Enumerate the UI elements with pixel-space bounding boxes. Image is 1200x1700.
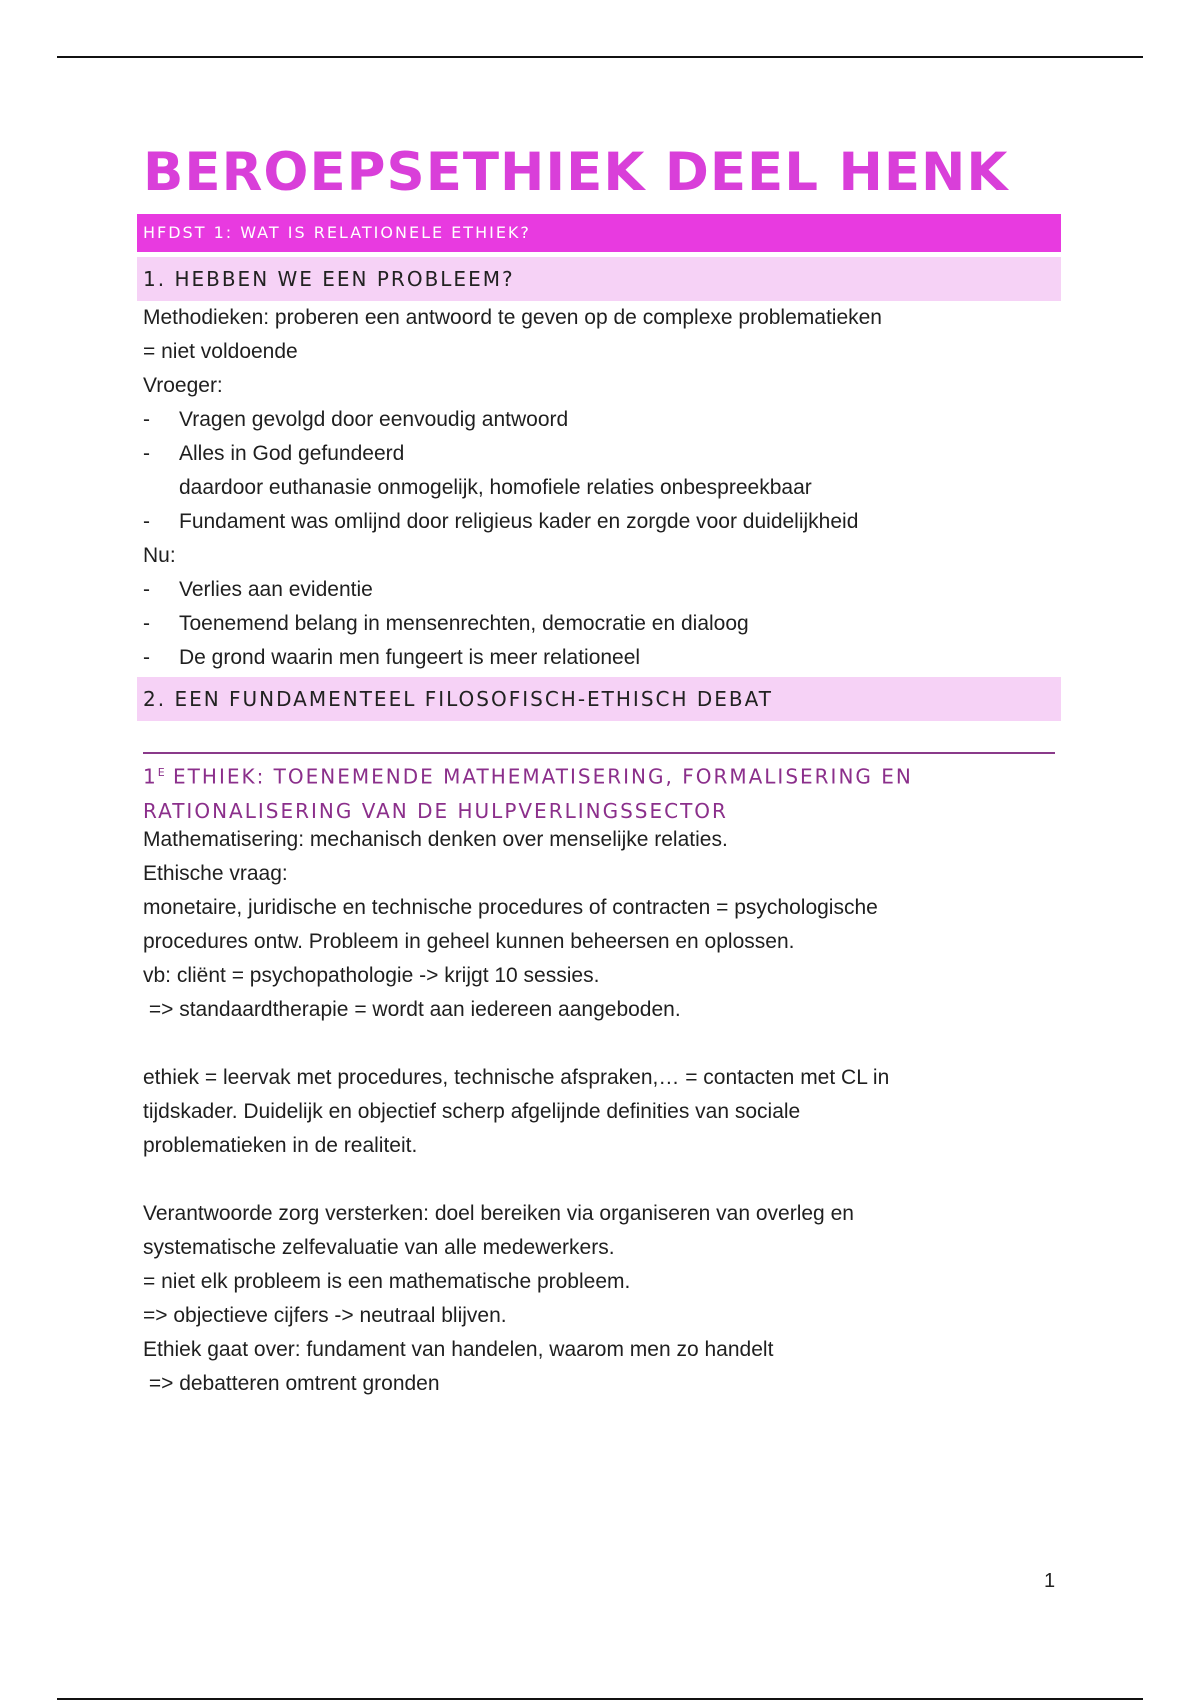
text-line: = niet voldoende (143, 340, 298, 363)
text-line: procedures ontw. Probleem in geheel kunnen beheersen en oplossen. (143, 930, 795, 953)
subsection-heading-line-1 (143, 756, 1043, 794)
bullet-text: Fundament was omlijnd door religieus kader en zorgde voor duidelijkheid (179, 510, 859, 533)
text-line: monetaire, juridische en technische procedures of contracten = psychologische (143, 896, 878, 919)
bullet-text: De grond waarin men fungeert is meer relationeel (179, 646, 641, 669)
subsection-heading (143, 756, 1043, 828)
bullet-dash: - (143, 612, 150, 635)
text-line: Vroeger: (143, 374, 223, 397)
bullet-item (143, 437, 1063, 471)
subsection-number: 1 (143, 764, 158, 789)
text-line: Methodieken: proberen een antwoord te geven op de complexe problematieken (143, 306, 882, 329)
text-line: Verantwoorde zorg versterken: doel bereiken via organiseren van overleg en (143, 1202, 854, 1225)
text-line: => objectieve cijfers -> neutraal blijven. (143, 1304, 507, 1327)
indented-line: daardoor euthanasie onmogelijk, homofiele relaties onbespreekbaar (179, 476, 812, 499)
text-line: = niet elk probleem is een mathematische probleem. (143, 1270, 631, 1293)
text-line: => debatteren omtrent gronden (143, 1372, 440, 1395)
text-line: ethiek = leervak met procedures, technische afspraken,… = contacten met CL in (143, 1066, 890, 1089)
blank-line (143, 1163, 1063, 1197)
section-2-heading: 2. EEN FUNDAMENTEEL FILOSOFISCH-ETHISCH DEBAT (137, 677, 1061, 721)
page-top-rule (57, 56, 1143, 58)
text-line: vb: cliënt = psychopathologie -> krijgt 10 sessies. (143, 964, 600, 987)
bullet-text: Verlies aan evidentie (179, 578, 373, 601)
section-1-body (143, 301, 1063, 675)
bullet-dash: - (143, 578, 150, 601)
text-line: Ethiek gaat over: fundament van handelen, waarom men zo handelt (143, 1338, 774, 1361)
text-line: Nu: (143, 544, 176, 567)
section-1-heading: 1. HEBBEN WE EEN PROBLEEM? (137, 257, 1061, 301)
chapter-heading: HFDST 1: WAT IS RELATIONELE ETHIEK? (137, 214, 1061, 252)
subsection-superscript: E (157, 766, 165, 779)
text-line: problematieken in de realiteit. (143, 1134, 418, 1157)
text-line: systematische zelfevaluatie van alle medewerkers. (143, 1236, 615, 1259)
bullet-dash: - (143, 408, 150, 431)
subsection-heading-line-2: RATIONALISERING VAN DE HULPVERLINGSSECTOR (143, 798, 728, 823)
subsection-heading-text-1: ETHIEK: TOENEMENDE MATHEMATISERING, FORMALISERING EN (164, 764, 913, 789)
bullet-item (143, 505, 1063, 539)
subsection-rule (143, 752, 1055, 754)
page-number: 1 (1044, 1570, 1056, 1592)
bullet-item (143, 573, 1063, 607)
bullet-dash: - (143, 646, 150, 669)
bullet-item (143, 641, 1063, 675)
text-line: => standaardtherapie = wordt aan iedereen aangeboden. (143, 998, 681, 1021)
bullet-text: Toenemend belang in mensenrechten, democratie en dialoog (179, 612, 749, 635)
bullet-text: Alles in God gefundeerd (179, 442, 405, 465)
bullet-item (143, 607, 1063, 641)
text-line: Mathematisering: mechanisch denken over menselijke relaties. (143, 828, 728, 851)
text-line: tijdskader. Duidelijk en objectief scherp afgelijnde definities van sociale (143, 1100, 801, 1123)
bullet-dash: - (143, 442, 150, 465)
blank-line (143, 1027, 1063, 1061)
subsection-body (143, 823, 1063, 1401)
bullet-item (143, 403, 1063, 437)
page-content (143, 138, 1063, 208)
bullet-dash: - (143, 510, 150, 533)
text-line: Ethische vraag: (143, 862, 288, 885)
bullet-text: Vragen gevolgd door eenvoudig antwoord (179, 408, 569, 431)
document-title: BEROEPSETHIEK DEEL HENK (143, 142, 1009, 203)
